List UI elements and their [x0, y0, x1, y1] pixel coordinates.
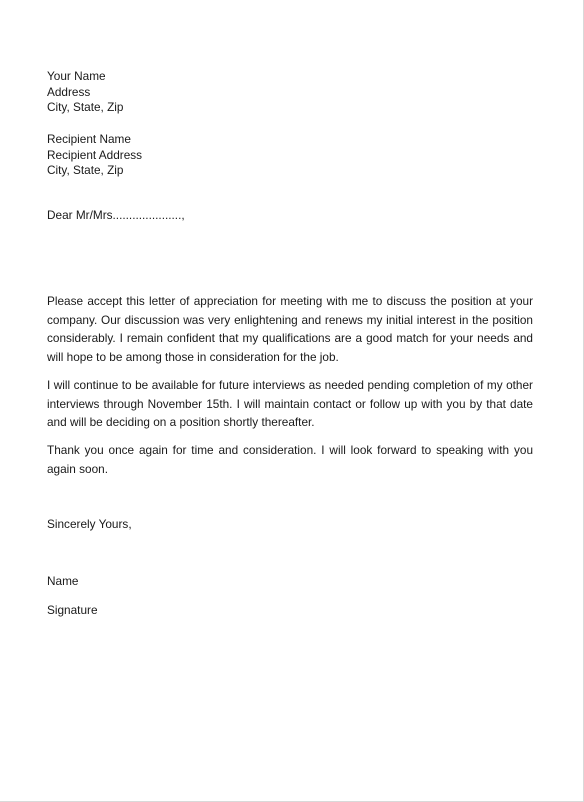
body-paragraph-2 [47, 376, 533, 432]
sender-address-block [47, 69, 533, 116]
signoff-name [47, 574, 533, 590]
body-paragraph-1-text: Please accept this letter of appreciation for meeting with me to discuss the position at your company. Our discussion was very enlightening and renews my initial interest in the position considerably. I remain confident that my qualifications are a good match for your needs and will hope to be among those in consideration for the job. [47, 294, 533, 364]
recipient-city-state-zip: City, State, Zip [47, 163, 124, 178]
sender-city-state-zip: City, State, Zip [47, 100, 124, 115]
sender-name: Your Name [47, 69, 106, 83]
body-paragraph-2-text: I will continue to be available for future interviews as needed pending completion of my other interviews through November 15th. I will maintain contact or follow up with you by that date and will be deciding on a position shortly thereafter. [47, 378, 533, 430]
signoff-name-text: Name [47, 574, 79, 588]
body-paragraph-3-text: Thank you once again for time and consideration. I will look forward to speaking with you again soon. [47, 443, 533, 476]
salutation [47, 208, 533, 224]
recipient-address-block [47, 132, 533, 179]
body-paragraph-3 [47, 441, 533, 478]
closing [47, 517, 533, 533]
salutation-text: Dear Mr/Mrs....................., [47, 208, 185, 222]
recipient-address: Recipient Address [47, 147, 143, 162]
signoff-signature [47, 603, 533, 619]
sender-address: Address [47, 84, 91, 99]
signoff-signature-text: Signature [47, 603, 98, 617]
closing-text: Sincerely Yours, [47, 517, 132, 531]
recipient-name: Recipient Name [47, 132, 131, 146]
body-paragraph-1 [47, 292, 533, 366]
